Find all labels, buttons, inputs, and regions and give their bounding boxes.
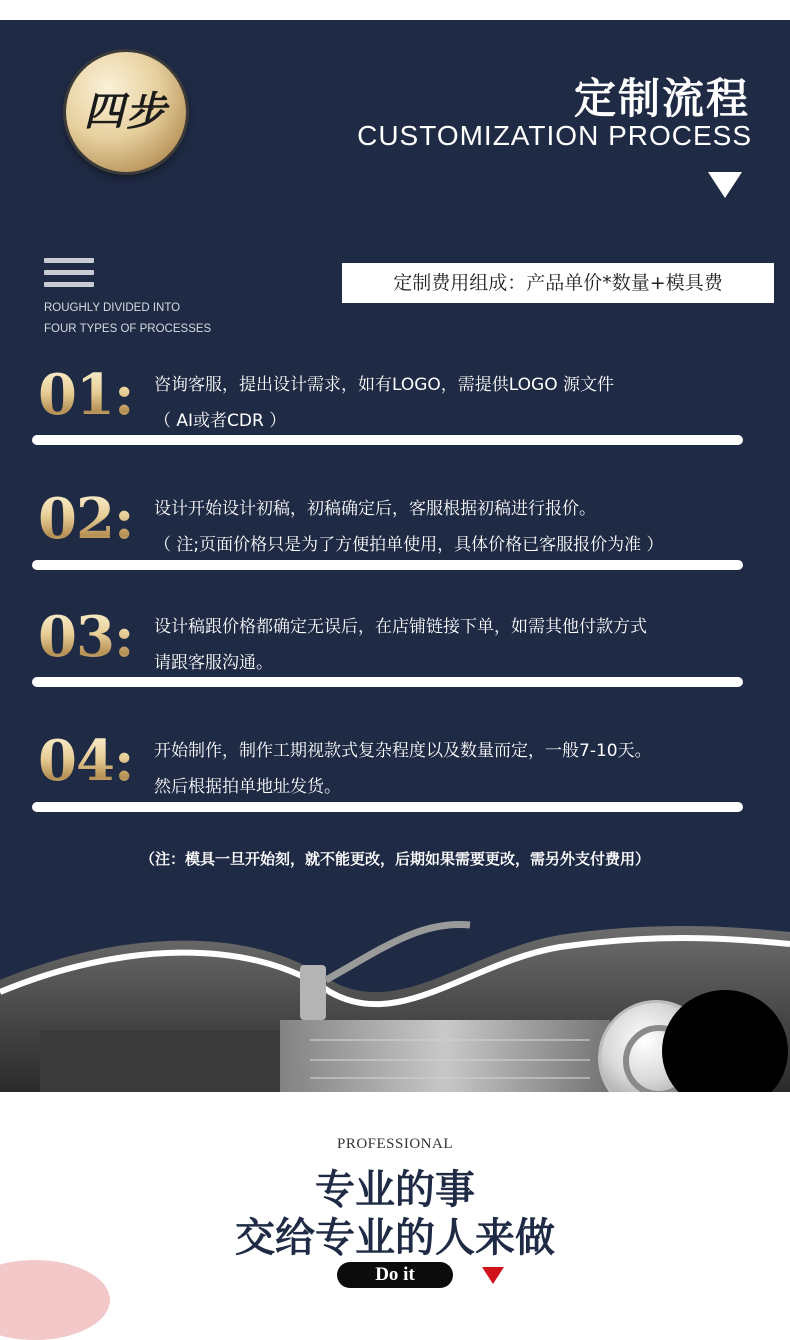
step-text-line-2: （ AI或者CDR ） [154, 411, 287, 431]
red-triangle-icon [482, 1267, 504, 1284]
pink-decoration [0, 1260, 110, 1340]
do-it-button[interactable]: Do it [337, 1262, 453, 1288]
step-text-line-1: 设计稿跟价格都确定无误后，在店铺链接下单，如需其他付款方式 [154, 617, 647, 637]
badge-text: 四步 [84, 88, 168, 135]
step-text-line-2: 然后根据拍单地址发货。 [154, 777, 341, 797]
page-subtitle: CUSTOMIZATION PROCESS [357, 120, 752, 151]
step-number: 02: [38, 486, 134, 552]
step-number: 01: [38, 362, 134, 428]
slogan-line-2: 交给专业的人来做 [235, 1214, 555, 1261]
page-title: 定制流程 [573, 74, 750, 123]
intro-line-2: FOUR TYPES OF PROCESSES [44, 323, 212, 335]
step-text-line-2: （ 注;页面价格只是为了方便拍单使用，具体价格已客服报价为准 ） [154, 535, 664, 555]
cost-composition-box: 定制费用组成：产品单价*数量+模具费 [342, 263, 774, 303]
mold-note: （注：模具一旦开始刻，就不能更改，后期如果需要更改，需另外支付费用） [139, 850, 650, 868]
menu-lines-icon [44, 258, 94, 294]
step-text-line-1: 设计开始设计初稿，初稿确定后，客服根据初稿进行报价。 [154, 499, 596, 519]
step-divider [32, 435, 743, 445]
process-panel [0, 20, 790, 1092]
machining-photo [0, 20, 790, 1092]
top-strip [0, 0, 790, 20]
step-text-line-1: 咨询客服，提出设计需求，如有LOGO，需提供LOGO 源文件 [154, 375, 615, 395]
step-divider [32, 802, 743, 812]
professional-section [0, 1092, 790, 1298]
step-number: 04: [38, 728, 134, 794]
slogan-line-1: 专业的事 [315, 1166, 475, 1213]
step-text-line-2: 请跟客服沟通。 [154, 653, 273, 673]
down-triangle-icon [708, 172, 742, 198]
step-divider [32, 677, 743, 687]
four-steps-badge [66, 52, 186, 172]
step-text-line-1: 开始制作，制作工期视款式复杂程度以及数量而定，一般7-10天。 [154, 741, 652, 761]
intro-text [44, 298, 211, 340]
intro-line-1: ROUGHLY DIVIDED INTO [44, 302, 181, 314]
professional-label: PROFESSIONAL [336, 1136, 454, 1152]
step-number: 03: [38, 604, 134, 670]
step-divider [32, 560, 743, 570]
